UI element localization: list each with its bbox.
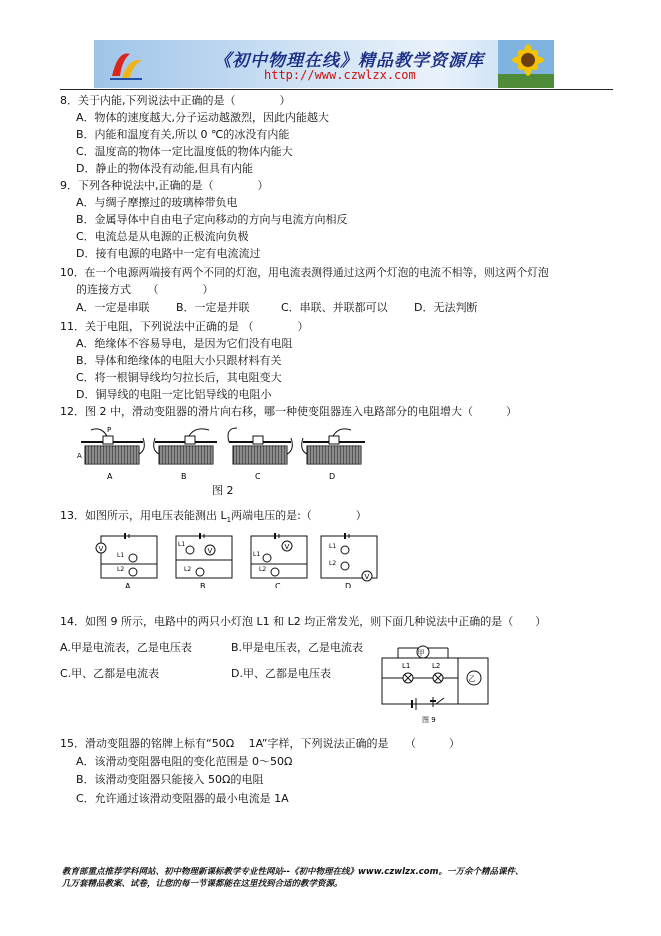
circuit-d-label: D (345, 582, 352, 588)
q12-figure-caption: 图 2 (212, 484, 234, 497)
circuit-a-l2: L2 (117, 566, 125, 573)
q11-option-d: D．铜导线的电阻一定比铝导线的电阻小 (76, 388, 272, 401)
q8-option-a: A．物体的速度越大,分子运动越激烈，因此内能越大 (76, 111, 330, 124)
q11-stem: 11．关于电阻，下列说法中正确的是 （ ） (60, 320, 309, 333)
rheostat-a-terminal-a: A (77, 452, 82, 460)
q9-option-b: B．金属导体中自由电子定向移动的方向与电流方向相反 (76, 213, 348, 226)
q10-stem: 10．在一个电源两端接有两个不同的灯泡，用电流表测得通过这两个灯泡的电流不相等，则这两个灯泡 (60, 266, 549, 279)
circuit-a-l1: L1 (117, 552, 125, 559)
rheostat-d (302, 429, 365, 481)
q10-option-a: A．一定是串联 (76, 301, 150, 314)
q14-circuit-figure (378, 644, 500, 726)
circuit-c-label: C (275, 582, 281, 588)
q14-figure-caption: 图 9 (422, 716, 436, 724)
circuit-a (96, 533, 157, 588)
circuit-b-label: B (200, 582, 206, 588)
q14-meter-jia: 甲 (417, 649, 425, 657)
q8-option-d: D．静止的物体没有动能,但具有内能 (76, 162, 253, 175)
banner-title: 《初中物理在线》精品教学资源库 (214, 51, 484, 71)
circuit-c-l1: L1 (253, 551, 261, 558)
circuit-a-label: A (125, 582, 131, 588)
circuit-c (251, 533, 307, 588)
rheostat-d-label: D (329, 472, 336, 481)
circuit-a-voltmeter: V (98, 545, 104, 553)
q8-stem: 8．关于内能,下列说法中正确的是（ ） (60, 94, 291, 107)
rheostat-c (228, 428, 292, 481)
q15-option-a: A．该滑动变阻器电阻的变化范围是 0～50Ω (76, 755, 293, 768)
q15-option-b: B．该滑动变阻器只能接入 50Ω的电阻 (76, 773, 264, 786)
q14-meter-yi: 乙 (468, 675, 476, 683)
site-logo-icon (108, 46, 144, 82)
rheostat-a (77, 426, 144, 481)
circuit-d-l2: L2 (329, 560, 337, 567)
circuit-b (176, 533, 232, 588)
q12-stem: 12．图 2 中，滑动变阻器的滑片向右移，哪一种使变阻器连入电路部分的电阻增大（ ） (60, 405, 517, 418)
q10-option-b: B．一定是并联 (176, 301, 250, 314)
circuit-b-l2: L2 (184, 566, 192, 573)
q14-stem: 14．如图 9 所示，电路中的两只小灯泡 L1 和 L2 均正常发光，则下面几种说法中正确的是（ ） (60, 615, 547, 628)
q11-option-a: A．绝缘体不容易导电，是因为它们没有电阻 (76, 337, 293, 350)
q10-option-c: C．串联、并联都可以 (281, 301, 388, 314)
rheostat-a-label: A (107, 472, 113, 481)
q10-options (76, 301, 596, 315)
q9-option-d: D．接有电源的电路中一定有电流流过 (76, 247, 261, 260)
rheostat-b-label: B (181, 472, 187, 481)
q14-option-c: C.甲、乙都是电流表 (60, 667, 160, 680)
circuit-d (321, 533, 377, 588)
circuit-c-voltmeter: V (284, 543, 290, 551)
q13-stem (60, 509, 367, 527)
q14-option-a: A.甲是电流表，乙是电压表 (60, 641, 192, 654)
q10-option-d: D．无法判断 (414, 301, 478, 314)
header-divider (60, 89, 613, 90)
circuit-c-l2: L2 (259, 566, 267, 573)
footer-line-2: 几万套精品教案、试卷，让您的每一节课都能在这里找到合适的教学资源。 (62, 879, 343, 889)
q14-lamp-l2: L2 (432, 662, 441, 670)
q11-option-b: B．导体和绝缘体的电阻大小只跟材料有关 (76, 354, 282, 367)
q15-stem: 15．滑动变阻器的铭牌上标有“50Ω 1A”字样，下列说法正确的是 （ ） (60, 737, 460, 750)
circuit-d-voltmeter: V (364, 573, 370, 581)
q13-stem-subscript: 1 (226, 516, 232, 525)
circuit-d-l1: L1 (329, 543, 337, 550)
header-banner (94, 40, 554, 88)
q8-option-b: B．内能和温度有关,所以 0 ℃的冰没有内能 (76, 128, 290, 141)
q14-lamp-l1: L1 (402, 662, 411, 670)
circuit-b-voltmeter: V (207, 547, 213, 555)
q14-option-d: D.甲、乙都是电压表 (231, 667, 331, 680)
rheostat-b (154, 429, 217, 481)
rheostat-a-terminal-p: P (107, 426, 112, 434)
q9-option-a: A．与绸子摩擦过的玻璃棒带负电 (76, 196, 238, 209)
q9-stem: 9．下列各种说法中,正确的是（ ） (60, 179, 269, 192)
q13-circuit-figure (90, 530, 390, 588)
sunflower-icon (498, 40, 554, 88)
q10-stem-continued: 的连接方式 （ ） (76, 283, 214, 296)
q8-option-c: C．温度高的物体一定比温度低的物体内能大 (76, 145, 293, 158)
q13-stem-tail: 两端电压的是:（ ） (231, 509, 367, 522)
footer-line-1: 教育部重点推荐学科网站、初中物理新课标教学专业性网站--《初中物理在线》www.czwlzx.com。一万余个精品课件、 (62, 867, 524, 877)
banner-url[interactable]: http://www.czwlzx.com (264, 68, 416, 82)
q9-option-c: C．电流总是从电源的正极流向负极 (76, 230, 249, 243)
q14-option-b: B.甲是电压表，乙是电流表 (231, 641, 364, 654)
q11-option-c: C．将一根铜导线均匀拉长后，其电阻变大 (76, 371, 282, 384)
circuit-b-l1: L1 (178, 541, 186, 548)
q13-stem-text: 13．如图所示，用电压表能测出 L (60, 509, 227, 522)
q15-option-c: C．允许通过该滑动变阻器的最小电流是 1A (76, 792, 289, 805)
rheostat-c-label: C (255, 472, 261, 481)
